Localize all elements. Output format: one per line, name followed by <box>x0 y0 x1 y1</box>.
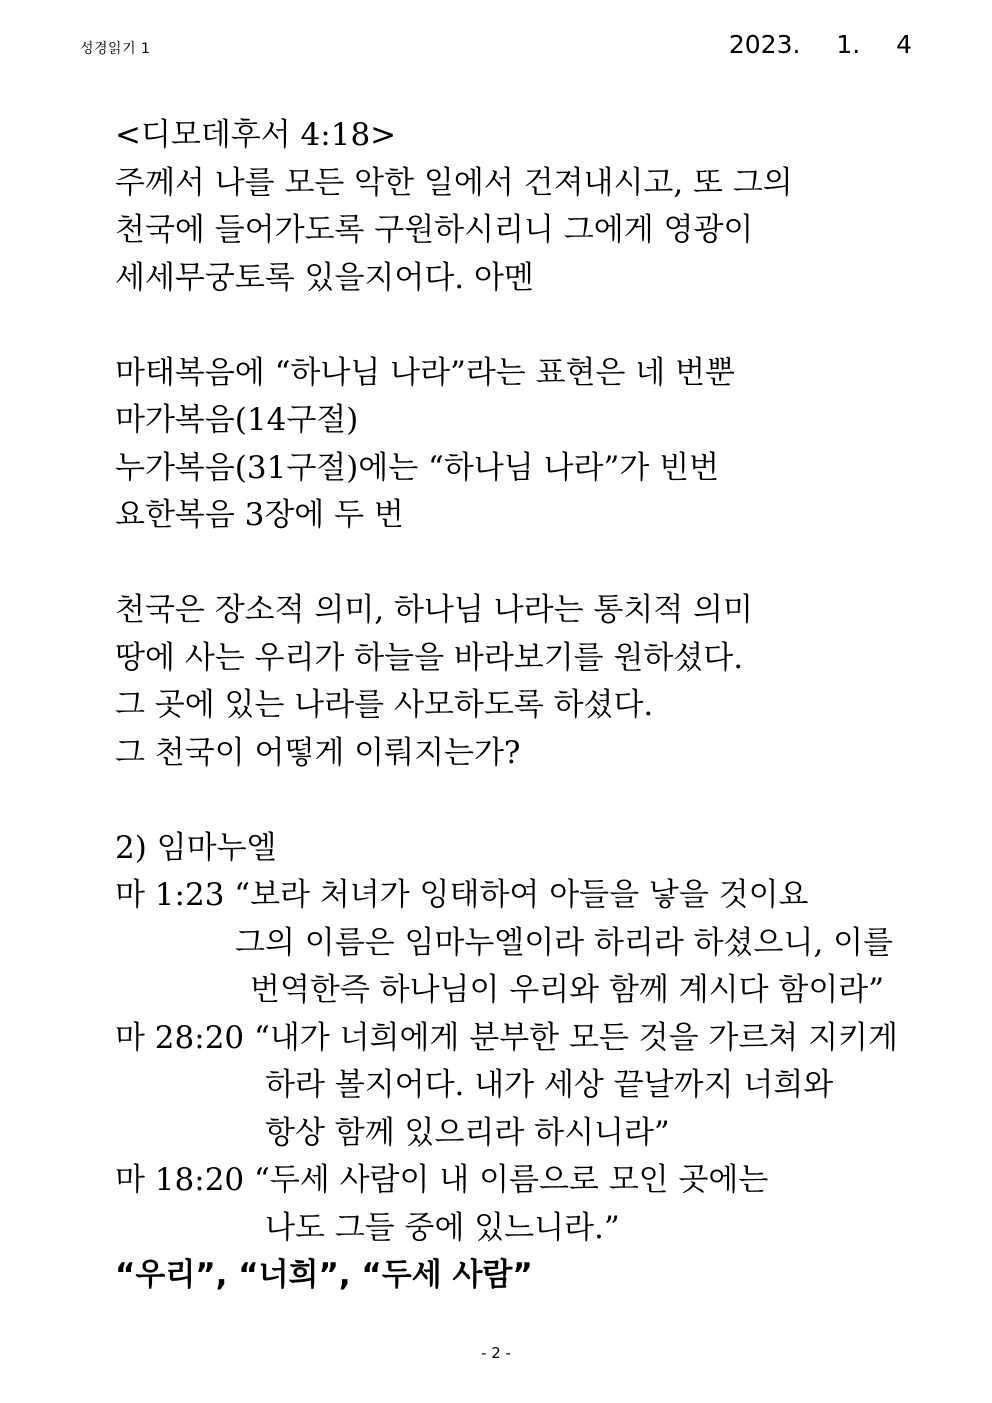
verse-line: 마 18:20 “두세 사람이 내 이름으로 모인 곳에는 <box>115 1162 769 1198</box>
header-date: 2023. 1. 4 <box>728 30 912 59</box>
page-number: - 2 - <box>481 1344 511 1362</box>
document-body <box>115 112 935 1300</box>
section-heading: 2) 임마누엘 <box>115 829 277 866</box>
verse-line-continued: 항상 함께 있으리라 하시니라” <box>265 1114 670 1151</box>
note-line: 마가복음(14구절) <box>115 402 359 438</box>
verse-line: 마 1:23 “보라 처녀가 잉태하여 아들을 낳을 것이요 <box>115 877 809 913</box>
note-line: 그 곳에 있는 나라를 사모하도록 하셨다. <box>115 687 654 723</box>
note-line: 천국은 장소적 의미, 하나님 나라는 통치적 의미 <box>115 592 753 628</box>
running-header-title: 성경읽기 1 <box>80 41 151 57</box>
verse-line-continued: 번역한즉 하나님이 우리와 함께 계시다 함이라” <box>250 972 885 1008</box>
verse-line-continued: 나도 그들 중에 있느니라.” <box>265 1209 620 1246</box>
blank-line <box>115 777 935 825</box>
blank-line <box>115 540 935 588</box>
emphasis-line: “우리”, “너희”, “두세 사람” <box>115 1257 533 1293</box>
verse-line: 마 28:20 “내가 너희에게 분부한 모든 것을 가르쳐 지키게 <box>115 1019 898 1056</box>
note-line: 마태복음에 “하나님 나라”라는 표현은 네 번뿐 <box>115 354 735 391</box>
verse-line: 세세무궁토록 있을지어다. 아멘 <box>115 259 534 296</box>
note-line: 누가복음(31구절)에는 “하나님 나라”가 빈번 <box>115 449 720 486</box>
verse-line-continued: 하라 볼지어다. 내가 세상 끝날까지 너희와 <box>265 1067 834 1103</box>
note-line: 요한복음 3장에 두 번 <box>115 497 404 533</box>
blank-line <box>115 302 935 350</box>
verse-line: 천국에 들어가도록 구원하시리니 그에게 영광이 <box>115 212 754 248</box>
verse-line: 주께서 나를 모든 악한 일에서 건져내시고, 또 그의 <box>115 164 793 201</box>
verse-line-continued: 그의 이름은 임마누엘이라 하리라 하셨으니, 이를 <box>235 924 894 961</box>
note-line: 땅에 사는 우리가 하늘을 바라보기를 원하셨다. <box>115 639 744 676</box>
note-line: 그 천국이 어떻게 이뤄지는가? <box>115 734 521 771</box>
scripture-reference: <디모데후서 4:18> <box>115 117 397 153</box>
